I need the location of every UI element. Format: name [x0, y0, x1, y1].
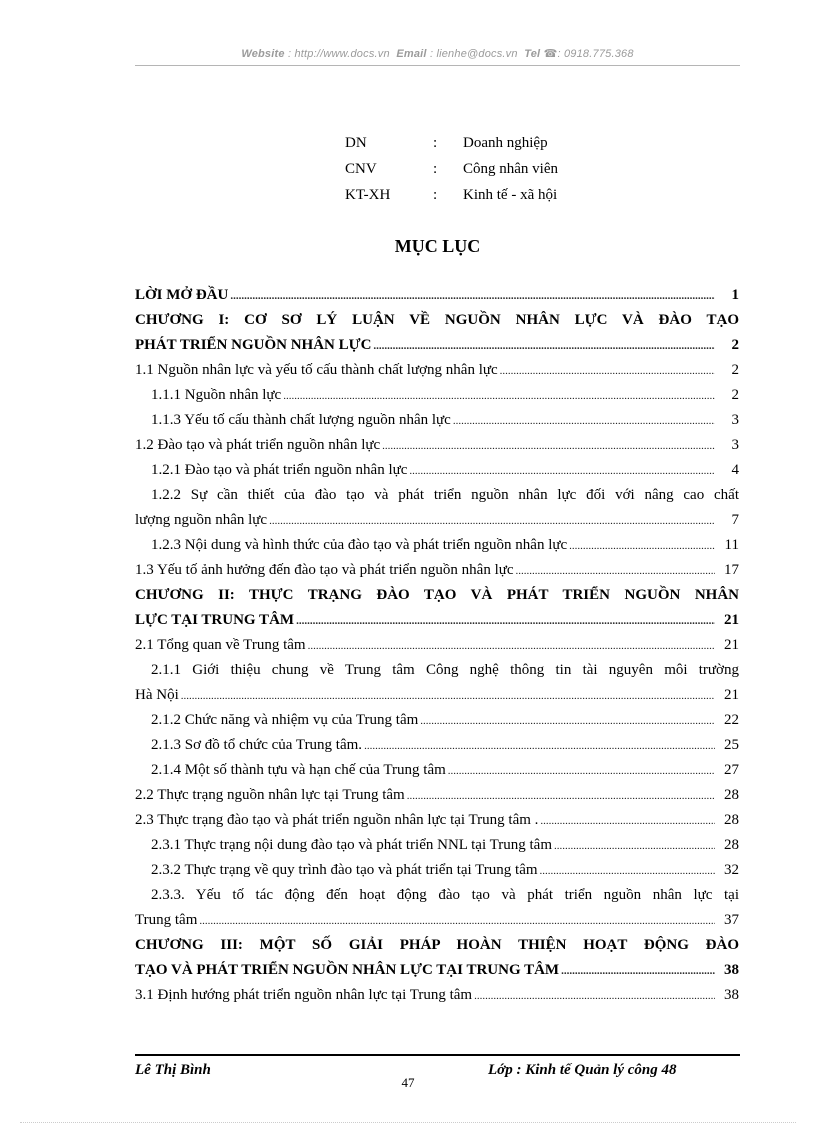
- tel-value: : 0918.775.368: [557, 48, 634, 60]
- abbreviation-code: DN: [345, 135, 367, 151]
- toc-entry-text: 1.2.1 Đào tạo và phát triển nguồn nhân lực: [151, 462, 408, 478]
- toc-entry-text: CHƯƠNG I: CƠ SƠ LÝ LUẬN VỀ NGUỒN NHÂN LỰC VÀ ĐÀO TẠO: [135, 312, 739, 328]
- toc-page-number: 17: [724, 562, 739, 578]
- toc-entry[interactable]: [135, 583, 739, 633]
- toc-page-number: 25: [724, 737, 739, 753]
- toc-page-number: 2: [731, 387, 739, 403]
- abbreviation-meaning: Công nhân viên: [463, 161, 558, 177]
- toc-entry[interactable]: [135, 383, 739, 408]
- toc-entry-text: 2.3.3. Yếu tố tác động đến hoạt động đào tạo và phát triển nguồn nhân lực tại: [151, 887, 739, 903]
- toc-entry[interactable]: [135, 808, 739, 833]
- toc-entry-text: 2.3.1 Thực trạng nội dung đào tạo và phát triển NNL tại Trung tâm: [151, 837, 552, 853]
- abbreviation-separator: :: [433, 161, 438, 177]
- toc-page-number: 22: [724, 712, 739, 728]
- email-value[interactable]: : lienhe@docs.vn: [429, 48, 518, 60]
- toc-leader-dots: [407, 784, 715, 809]
- toc-entry-text: 1.2.3 Nội dung và hình thức của đào tạo và phát triển nguồn nhân lực: [151, 537, 568, 553]
- toc-leader-dots: [269, 509, 715, 534]
- toc-entry[interactable]: [135, 408, 739, 433]
- toc-leader-dots: [230, 284, 715, 309]
- toc-entry-text: 2.1.3 Sơ đồ tổ chức của Trung tâm.: [151, 737, 363, 753]
- abbreviation-meaning: Kinh tế - xã hội: [463, 187, 558, 203]
- toc-entry-text: TẠO VÀ PHÁT TRIỂN NGUỒN NHÂN LỰC TẠI TRUNG TÂM: [135, 962, 560, 978]
- toc-entry[interactable]: [135, 758, 739, 783]
- toc-entry[interactable]: [135, 983, 739, 1008]
- footer-class: Lớp : Kinh tế Quản lý công 48: [488, 1062, 677, 1078]
- toc-entry[interactable]: [135, 783, 739, 808]
- toc-entry-text: lượng nguồn nhân lực: [135, 512, 268, 528]
- abbreviation-row: [345, 130, 558, 156]
- toc-page-number: 2: [731, 337, 739, 353]
- toc-entry[interactable]: [135, 358, 739, 383]
- toc-entry-text: 1.2 Đào tạo và phát triển nguồn nhân lực: [135, 437, 381, 453]
- toc-entry-text: LỰC TẠI TRUNG TÂM: [135, 612, 295, 628]
- toc-page-number: 28: [724, 787, 739, 803]
- abbreviation-list: [345, 130, 558, 208]
- toc-page-number: 28: [724, 812, 739, 828]
- toc-leader-dots: [296, 609, 715, 634]
- header-divider: [135, 65, 740, 66]
- toc-leader-dots: [283, 384, 715, 409]
- website-value[interactable]: : http://www.docs.vn: [287, 48, 390, 60]
- toc-page-number: 37: [724, 912, 739, 928]
- toc-entry[interactable]: [135, 558, 739, 583]
- toc-page-number: 38: [724, 962, 739, 978]
- toc-page-number: 21: [724, 612, 739, 628]
- table-of-contents: [135, 283, 739, 1008]
- toc-entry-text: 2.3 Thực trạng đào tạo và phát triển nguồn nhân lực tại Trung tâm .: [135, 812, 539, 828]
- toc-entry-text: 2.2 Thực trạng nguồn nhân lực tại Trung tâm: [135, 787, 405, 803]
- toc-entry[interactable]: [135, 708, 739, 733]
- toc-page-number: 27: [724, 762, 739, 778]
- toc-page-number: 21: [724, 637, 739, 653]
- abbreviation-code: CNV: [345, 161, 377, 177]
- footer-author: Lê Thị Bình: [135, 1062, 211, 1078]
- toc-entry-text: 1.3 Yếu tố ảnh hưởng đến đào tạo và phát triển nguồn nhân lực: [135, 562, 514, 578]
- toc-page-number: 11: [724, 537, 739, 553]
- toc-page-number: 38: [724, 987, 739, 1003]
- toc-leader-dots: [474, 984, 715, 1009]
- toc-leader-dots: [409, 459, 715, 484]
- toc-leader-dots: [540, 809, 715, 834]
- toc-page-number: 1: [731, 287, 739, 303]
- toc-page-number: 7: [731, 512, 739, 528]
- toc-entry-text: 2.3.2 Thực trạng về quy trình đào tạo và phát triển tại Trung tâm: [151, 862, 538, 878]
- toc-entry-text: 1.1.3 Yếu tố cấu thành chất lượng nguồn nhân lực: [151, 412, 451, 428]
- toc-page-number: 3: [731, 412, 739, 428]
- toc-leader-dots: [373, 334, 715, 359]
- abbreviation-row: [345, 156, 558, 182]
- toc-page-number: 21: [724, 687, 739, 703]
- toc-entry-text: 2.1 Tổng quan về Trung tâm: [135, 637, 306, 653]
- website-label: Website: [241, 48, 285, 60]
- toc-entry[interactable]: [135, 733, 739, 758]
- toc-entry[interactable]: [135, 483, 739, 533]
- toc-entry-text: 1.1 Nguồn nhân lực và yếu tố cấu thành chất lượng nhân lực: [135, 362, 498, 378]
- toc-entry-text: CHƯƠNG II: THỰC TRẠNG ĐÀO TẠO VÀ PHÁT TRIỂN NGUỒN NHÂN: [135, 587, 739, 603]
- toc-entry[interactable]: [135, 458, 739, 483]
- email-label: Email: [396, 48, 427, 60]
- toc-leader-dots: [540, 859, 715, 884]
- toc-entry[interactable]: [135, 633, 739, 658]
- toc-leader-dots: [453, 409, 715, 434]
- footer-divider: [135, 1054, 740, 1056]
- toc-entry-text: 2.1.4 Một số thành tựu và hạn chế của Trung tâm: [151, 762, 446, 778]
- page-number: 47: [401, 1075, 415, 1090]
- toc-entry-text: 2.1.1 Giới thiệu chung về Trung tâm Công nghệ thông tin tài nguyên môi trường: [151, 662, 739, 678]
- toc-entry[interactable]: [135, 883, 739, 933]
- toc-entry[interactable]: [135, 533, 739, 558]
- toc-entry[interactable]: [135, 658, 739, 708]
- toc-leader-dots: [382, 434, 715, 459]
- phone-icon: ☎: [543, 48, 558, 60]
- toc-leader-dots: [181, 684, 715, 709]
- abbreviation-code: KT-XH: [345, 187, 391, 203]
- toc-leader-dots: [569, 534, 715, 559]
- toc-leader-dots: [516, 559, 715, 584]
- toc-leader-dots: [364, 734, 715, 759]
- toc-page-number: 2: [731, 362, 739, 378]
- toc-leader-dots: [500, 359, 715, 384]
- toc-page-number: 4: [731, 462, 739, 478]
- toc-entry-text: PHÁT TRIỂN NGUỒN NHÂN LỰC: [135, 337, 372, 353]
- toc-entry-text: Trung tâm: [135, 912, 198, 928]
- toc-leader-dots: [561, 959, 715, 984]
- toc-entry[interactable]: [135, 833, 739, 858]
- toc-entry[interactable]: [135, 283, 739, 308]
- page-header: [135, 47, 740, 60]
- toc-page-number: 28: [724, 837, 739, 853]
- toc-entry-text: Hà Nội: [135, 687, 179, 703]
- abbreviation-separator: :: [433, 187, 438, 203]
- toc-leader-dots: [554, 834, 715, 859]
- abbreviation-separator: :: [433, 135, 438, 151]
- toc-entry[interactable]: [135, 933, 739, 983]
- toc-entry-text: 3.1 Định hướng phát triển nguồn nhân lực tại Trung tâm: [135, 987, 473, 1003]
- toc-page-number: 3: [731, 437, 739, 453]
- tel-label: Tel: [524, 48, 541, 60]
- abbreviation-meaning: Doanh nghiệp: [463, 135, 548, 151]
- toc-entry[interactable]: [135, 308, 739, 358]
- toc-entry-text: 1.2.2 Sự cần thiết của đào tạo và phát triển nguồn nhân lực đối với nâng cao chất: [151, 487, 739, 503]
- toc-leader-dots: [420, 709, 715, 734]
- toc-leader-dots: [308, 634, 715, 659]
- toc-title: MỤC LỤC: [394, 236, 481, 256]
- toc-entry-text: LỜI MỞ ĐẦU: [135, 287, 229, 303]
- toc-entry[interactable]: [135, 433, 739, 458]
- toc-leader-dots: [199, 909, 715, 934]
- toc-entry-text: CHƯƠNG III: MỘT SỐ GIẢI PHÁP HOÀN THIỆN HOẠT ĐỘNG ĐÀO: [135, 937, 739, 953]
- abbreviation-row: [345, 182, 558, 208]
- toc-entry[interactable]: [135, 858, 739, 883]
- toc-page-number: 32: [724, 862, 739, 878]
- toc-entry-text: 2.1.2 Chức năng và nhiệm vụ của Trung tâm: [151, 712, 419, 728]
- toc-leader-dots: [448, 759, 715, 784]
- toc-entry-text: 1.1.1 Nguồn nhân lực: [151, 387, 282, 403]
